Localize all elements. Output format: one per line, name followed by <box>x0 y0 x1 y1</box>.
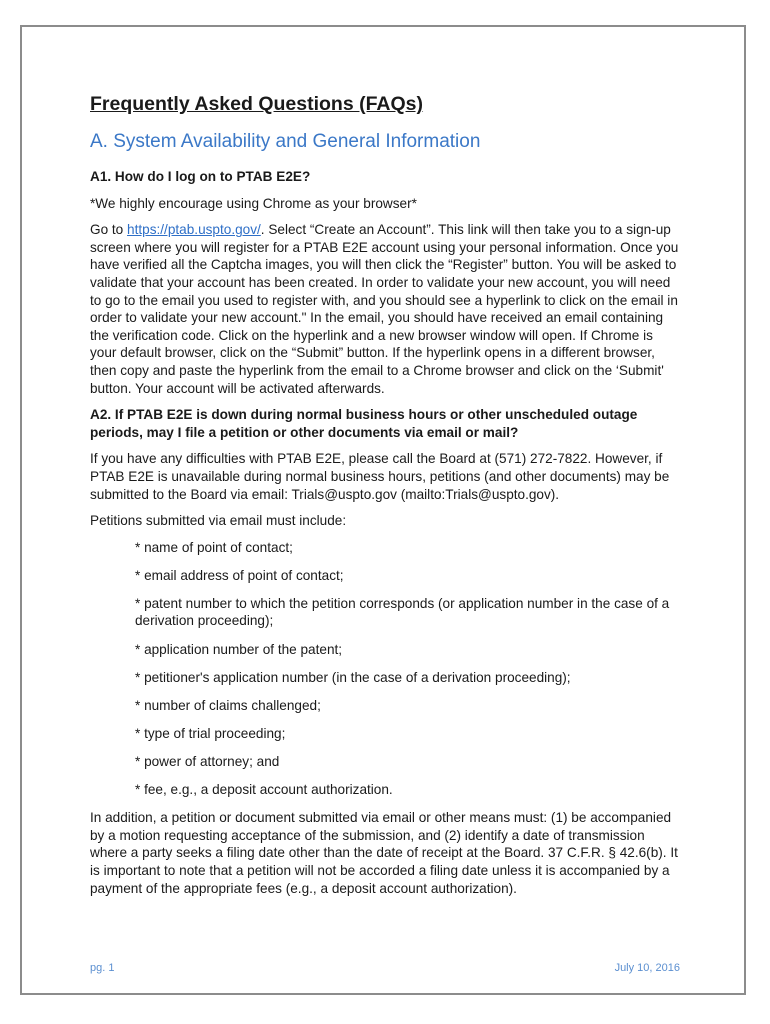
list-item: * name of point of contact; <box>135 539 293 555</box>
list-item: * number of claims challenged; <box>135 697 321 713</box>
requirements-list <box>90 539 682 799</box>
ptab-link[interactable]: https://ptab.uspto.gov/ <box>127 222 261 238</box>
list-item: * fee, e.g., a deposit account authorization. <box>135 782 393 798</box>
browser-note: *We highly encourage using Chrome as your browser* <box>90 195 417 211</box>
list-item: * power of attorney; and <box>135 753 280 769</box>
document-body <box>90 92 682 906</box>
list-item: * petitioner's application number (in the case of a derivation proceeding); <box>135 669 571 685</box>
question-a1: A1. How do I log on to PTAB E2E? <box>90 169 311 184</box>
answer-a2-paragraph-3: In addition, a petition or document submitted via email or other means must: (1) be accompanied by a motion requesting acceptance of the submission, and (2) identify a date of transmission where a party seeks a filing date other than the date of receipt at the Board. 37 C.F.R. § 42.6(b). It is important to note that a petition will not be accorded a filing date unless it is accompanied by a payment of the appropriate fees (e.g., a deposit account authorization). <box>90 810 678 896</box>
list-item: * patent number to which the petition corresponds (or application number in the case of a derivation proceeding); <box>135 595 670 629</box>
answer-a1-lead: Go to <box>90 222 128 238</box>
answer-a1-paragraph <box>90 221 682 397</box>
section-heading: A. System Availability and General Information <box>90 131 481 152</box>
list-item: * email address of point of contact; <box>135 567 344 583</box>
question-a2: A2. If PTAB E2E is down during normal business hours or other unscheduled outage periods, may I file a petition or other documents via email or mail? <box>90 407 638 440</box>
page-title: Frequently Asked Questions (FAQs) <box>90 93 424 115</box>
page-number: pg. 1 <box>90 962 115 974</box>
list-item: * application number of the patent; <box>135 641 343 657</box>
list-item: * type of trial proceeding; <box>135 725 286 741</box>
answer-a1-text: . Select “Create an Account”. This link will then take you to a sign-up screen where you will register for a PTAB E2E account using your personal information. Once you have verified all the Captcha images, you will then click the “Register” button. You will be asked to validate that your account has been created. In order to validate your new account, you will need to go to the email you used to register with, and you should see a hyperlink to click on the email in order to validate your new account." In the email, you should have received an email containing the verification code. Click on the hyperlink and a new browser window will open. If Chrome is your default browser, click on the “Submit” button. If the hyperlink opens in a different browser, then copy and paste the hyperlink from the email to a Chrome browser and click on the ‘Submit' button. Your account will be activated afterwards. <box>90 222 679 396</box>
document-date: July 10, 2016 <box>614 962 680 974</box>
answer-a2-paragraph-1: If you have any difficulties with PTAB E2E, please call the Board at (571) 272-7822. However, if PTAB E2E is unavailable during normal business hours, petitions (and other documents) may be submitted to the Board via email: Trials@uspto.gov (mailto:Trials@uspto.gov). <box>90 451 670 502</box>
answer-a2-paragraph-2: Petitions submitted via email must include: <box>90 513 347 529</box>
